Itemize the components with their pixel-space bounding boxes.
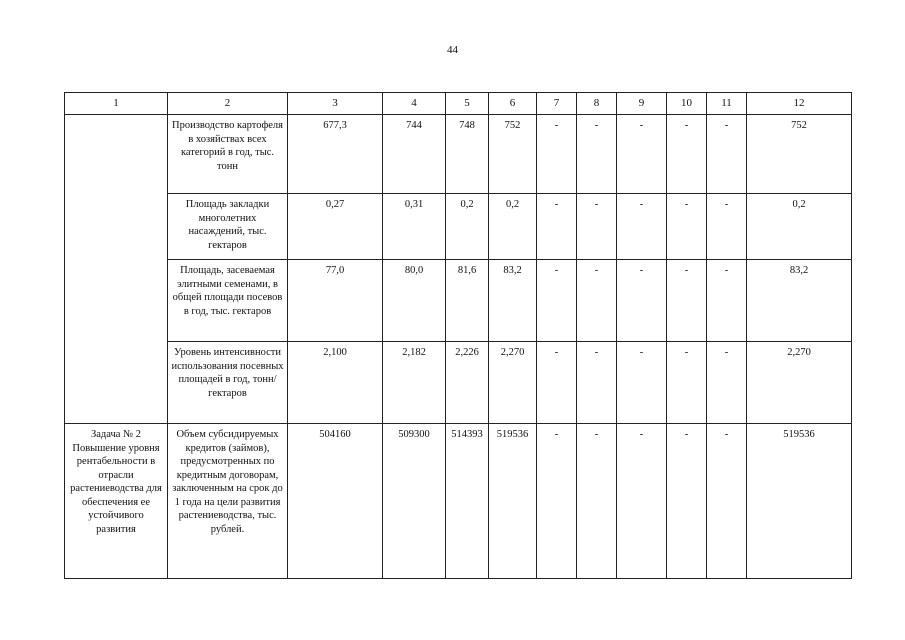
value-cell: 504160 <box>288 424 383 579</box>
value-cell: - <box>537 115 577 194</box>
header-cell: 6 <box>489 93 537 115</box>
value-cell: 0,31 <box>383 194 446 260</box>
value-cell: - <box>617 194 667 260</box>
header-cell: 7 <box>537 93 577 115</box>
value-cell: 77,0 <box>288 260 383 342</box>
indicator-cell: Уровень интенсивности использования посевных площадей в год, тонн/гектаров <box>168 342 288 424</box>
value-cell: 0,2 <box>747 194 852 260</box>
value-cell: - <box>707 260 747 342</box>
value-cell: 0,27 <box>288 194 383 260</box>
value-cell: - <box>667 424 707 579</box>
header-cell: 9 <box>617 93 667 115</box>
table-row <box>65 194 852 260</box>
value-cell: 509300 <box>383 424 446 579</box>
value-cell: - <box>617 115 667 194</box>
header-cell: 1 <box>65 93 168 115</box>
indicator-cell: Площадь закладки многолетних насаждений, тыс. гектаров <box>168 194 288 260</box>
indicator-cell: Производство картофеля в хозяйствах всех категорий в год, тыс. тонн <box>168 115 288 194</box>
value-cell: 83,2 <box>489 260 537 342</box>
value-cell: 80,0 <box>383 260 446 342</box>
value-cell: - <box>577 115 617 194</box>
header-cell: 4 <box>383 93 446 115</box>
value-cell: 744 <box>383 115 446 194</box>
header-cell: 2 <box>168 93 288 115</box>
value-cell: - <box>617 424 667 579</box>
value-cell: - <box>577 342 617 424</box>
table-row <box>65 260 852 342</box>
table-row <box>65 342 852 424</box>
value-cell: - <box>577 424 617 579</box>
value-cell: - <box>707 194 747 260</box>
table-row <box>65 115 852 194</box>
task-cell: Задача № 2 Повышение уровня рентабельности в отрасли растениеводства для обеспечения ее устойчивого развития <box>65 424 168 579</box>
value-cell: 514393 <box>446 424 489 579</box>
header-cell: 12 <box>747 93 852 115</box>
value-cell: - <box>707 424 747 579</box>
value-cell: 748 <box>446 115 489 194</box>
value-cell: 2,270 <box>747 342 852 424</box>
value-cell: - <box>617 342 667 424</box>
value-cell: - <box>577 194 617 260</box>
value-cell: - <box>537 342 577 424</box>
indicator-cell: Объем субсидируемых кредитов (займов), предусмотренных по кредитным договорам, заключенным на срок до 1 года на цели развития растениеводства, тыс. рублей. <box>168 424 288 579</box>
value-cell: - <box>667 115 707 194</box>
header-cell: 8 <box>577 93 617 115</box>
value-cell: - <box>667 194 707 260</box>
value-cell: 81,6 <box>446 260 489 342</box>
value-cell: - <box>707 342 747 424</box>
value-cell: 2,182 <box>383 342 446 424</box>
value-cell: - <box>667 342 707 424</box>
header-cell: 3 <box>288 93 383 115</box>
header-cell: 5 <box>446 93 489 115</box>
value-cell: 752 <box>489 115 537 194</box>
indicators-table <box>64 92 852 579</box>
value-cell: 2,100 <box>288 342 383 424</box>
value-cell: 2,270 <box>489 342 537 424</box>
value-cell: - <box>537 260 577 342</box>
value-cell: 519536 <box>489 424 537 579</box>
value-cell: 752 <box>747 115 852 194</box>
value-cell: 2,226 <box>446 342 489 424</box>
value-cell: 677,3 <box>288 115 383 194</box>
indicator-cell: Площадь, засеваемая элитными семенами, в общей площади посевов в год, тыс. гектаров <box>168 260 288 342</box>
value-cell: - <box>617 260 667 342</box>
header-cell: 11 <box>707 93 747 115</box>
value-cell: - <box>667 260 707 342</box>
value-cell: 519536 <box>747 424 852 579</box>
value-cell: 0,2 <box>489 194 537 260</box>
value-cell: - <box>537 194 577 260</box>
page-number: 44 <box>447 44 458 56</box>
table-row <box>65 424 852 579</box>
table-header-row <box>65 93 852 115</box>
value-cell: - <box>707 115 747 194</box>
value-cell: 83,2 <box>747 260 852 342</box>
task-cell <box>65 115 168 424</box>
value-cell: 0,2 <box>446 194 489 260</box>
value-cell: - <box>577 260 617 342</box>
header-cell: 10 <box>667 93 707 115</box>
value-cell: - <box>537 424 577 579</box>
